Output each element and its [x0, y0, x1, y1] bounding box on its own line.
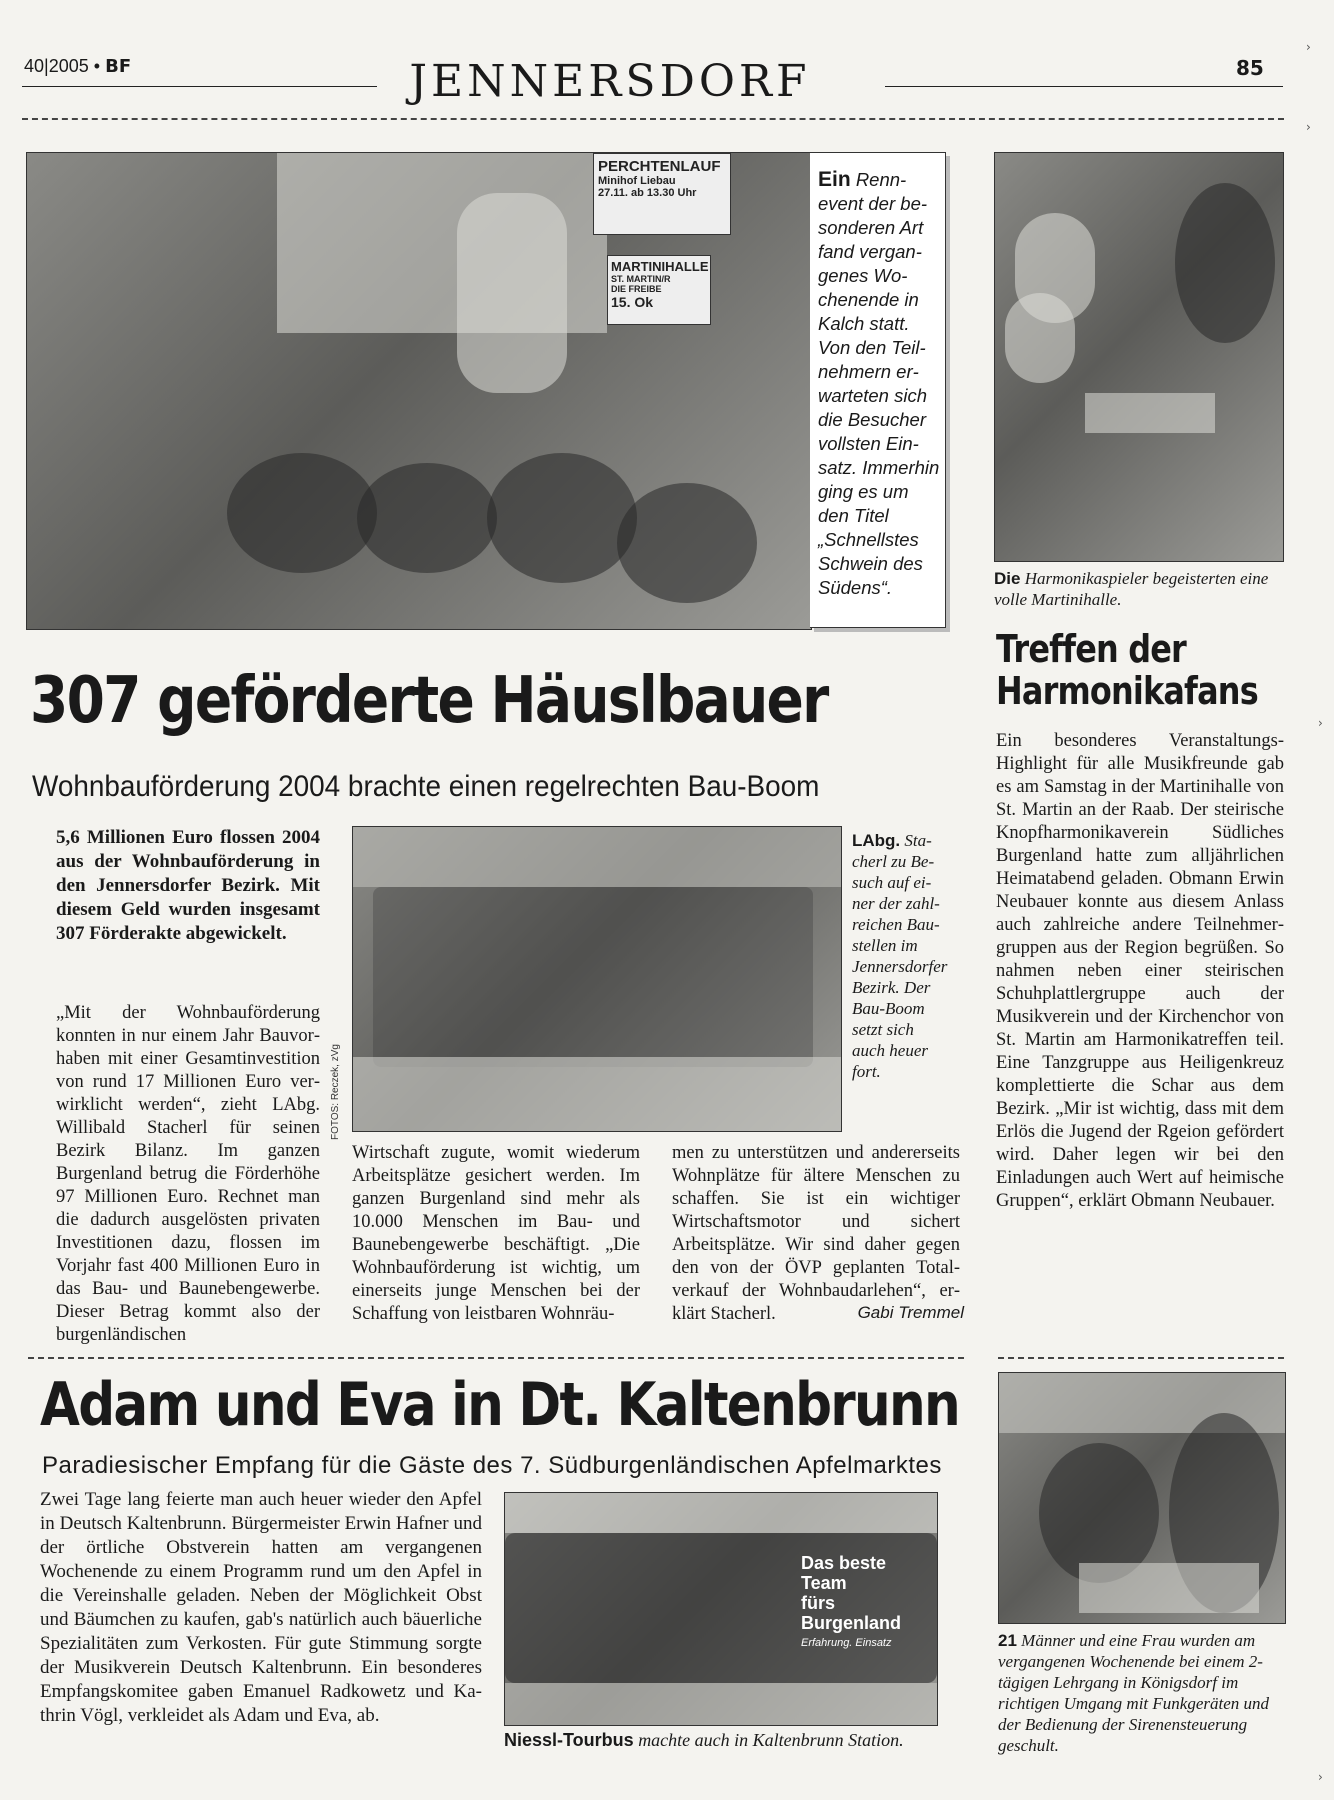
photo-credit: FOTOS: Reczek, zVg [330, 1044, 341, 1140]
harmonika-photo [994, 152, 1284, 562]
construction-site-photo [352, 826, 842, 1132]
author-signature: Gabi Tremmel [857, 1303, 964, 1322]
margin-mark-2: › [1306, 120, 1311, 134]
haeuslbauer-lead: 5,6 Millionen Euro flossen 2004 aus der Wohnbauförderung in den Jennersdorfer Bezirk. Mit diesem Geld wurden insgesamt 307 Förderakte abgewickelt. [56, 827, 320, 944]
issue-number: 40|2005 • BF [24, 56, 132, 77]
tourbus-caption: Niessl-Tourbus machte auch in Kaltenbrunn Station. [504, 1730, 904, 1750]
section-title: JENNERSDORF [409, 56, 811, 107]
section-dashed-divider-left [28, 1357, 964, 1359]
margin-mark-4: › [1318, 1770, 1323, 1784]
haeuslbauer-body-col1: „Mit der Wohnbauförderung konnten in nur einem Jahr Bauvorhaben mit einer Gesamtinvestition von rund 17 Millionen Euro verwirklicht werden“, zieht LAbg. Willibald Stacherl für seinen Bezirk Bilanz. Im ganzen Burgenland betrug die Förderhöhe 97 Millionen Euro. Rechnet man die dadurch ausgelösten privaten Investitionen dazu, flossen im Vorjahr fast 400 Millionen Euro in das Bau- und Baunebengewerbe. Dieser Betrag kommt also der burgenländischen [56, 1003, 320, 1345]
header-dashed-divider [22, 118, 1284, 120]
lehrgang-caption: 21 Männer und eine Frau wurden am vergangenen Wochenende bei einem 2-tägigen Lehrgang in Königsdorf im richtigen Umgang mit Funkgeräten und der Bedienung der Sirenensteuerung geschult. [998, 1631, 1270, 1755]
bus-slogan: Das beste Team fürs Burgenland Erfahrung. Einsatz [801, 1553, 902, 1649]
section-dashed-divider-right [998, 1357, 1284, 1359]
apfel-headline: Adam und Eva in Dt. Kaltenbrunn [40, 1370, 960, 1440]
perchtenlauf-sign: PERCHTENLAUF Minihof Liebau 27.11. ab 13.30 Uhr [593, 153, 731, 235]
haeuslbauer-body-col2: Wirtschaft zugute, womit wiederum Arbeitsplätze gesichert werden. Im ganzen Burgenland sind mehr als 10.000 Menschen im Bau- und Baunebengewerbe beschäftigt. „Die Wohnbauförderung ist wichtig, um einerseits junge Menschen bei der Schaffung von leistbaren Wohnräu- [352, 1143, 640, 1324]
haeuslbauer-body-col3: men zu unterstützen und andererseits Wohnplätze für ältere Menschen zu schaffen. Sie ist ein wichtiger Wirtschaftsmotor und sichert Arbeitsplätze. Wir sind daher gegen den von der ÖVP geplanten Totalverkauf der Wohnbaudarlehen“, erklärt Stacherl. [672, 1143, 960, 1324]
page-number: 85 [1236, 56, 1264, 80]
header-rule-right [885, 86, 1283, 87]
lehrgang-photo [998, 1372, 1286, 1624]
haeuslbauer-subheadline: Wohnbauförderung 2004 brachte einen regelrechten Bau-Boom [32, 770, 820, 803]
tourbus-photo [504, 1492, 938, 1726]
margin-mark-1: › [1306, 40, 1311, 54]
haeuslbauer-headline: 307 geförderte Häuslbauer [30, 664, 828, 738]
apfel-body: Zwei Tage lang feierte man auch heuer wieder den Apfel in Deutsch Kaltenbrunn. Bürgermeister Erwin Hafner und der örtliche Obstverein hatten am vergangenen Wochenende zu einem Programm rund um den Apfel in die Vereinshalle geladen. Neben der Möglichkeit Obst und Bäumchen zu kaufen, gab's natürlich auch bäuerliche Spezialitäten zum Verkosten. Für gute Stimmung sorgte der Musikverein Deutsch Kaltenbrunn. Ein besonderes Empfangskomitee gaben Emanuel Radkowetz und Kathrin Vögl, verkleidet als Adam und Eva, ab. [40, 1489, 482, 1726]
race-caption: Ein Rennevent der besonderen Art fand vergangenes Wochenende in Kalch statt. Von den Teilnehmern erwarteten sich die Besucher vollsten Einsatz. Immerhin ging es um den Titel „Schnellstes Schwein des Südens“. [818, 168, 940, 598]
harmonika-headline: Treffen der Harmonikafans [996, 627, 1258, 713]
margin-mark-3: › [1318, 716, 1323, 730]
header-rule-left [22, 86, 377, 87]
apfel-subheadline: Paradiesischer Empfang für die Gäste des 7. Südburgenländischen Apfelmarktes [42, 1452, 942, 1479]
martinihalle-sign: MARTINIHALLE ST. MARTIN/R DIE FREIBE 15. Ok [607, 255, 711, 325]
pig-race-photo [26, 152, 812, 630]
harmonika-caption: Die Harmonikaspieler begeisterten eine volle Martinihalle. [994, 569, 1269, 609]
construction-caption: LAbg. Stacherl zu Besuch auf einer der zahlreichen Baustellen im Jennersdorfer Bezirk. Der Bau-Boom setzt sich auch heuer fort. [852, 831, 948, 1081]
harmonika-body: Ein besonderes Veranstaltungs-Highlight für alle Musikfreunde gab es am Samstag in der Martinihalle von St. Martin an der Raab. Der steirische Knopfharmonikaverein Südliches Burgenland hatte zum alljährlichen Heimatabend geladen. Obmann Erwin Neubauer konnte aus diesem Anlass auch zahlreiche andere Teilnehmergruppen aus der Region begrüßen. So nahmen neben einer steirischen Schuhplattlergruppe auch der Musikverein und der Kirchenchor von St. Martin am Harmonikatreffen teil. Eine Tanzgruppe aus Heiligenkreuz komplettierte die Schar aus dem Bezirk. „Mir ist wichtig, dass mit dem Erlös die Jugend der Rgeion gefördert wird. Daher legen wir bei den Einladungen auch Wert auf heimische Gruppen“, erklärt Obmann Neubauer. [996, 731, 1284, 1211]
